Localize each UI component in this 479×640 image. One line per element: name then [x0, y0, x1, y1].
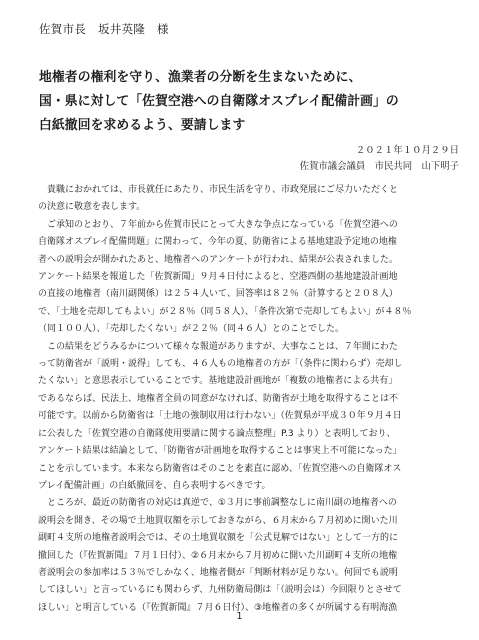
title-line: 白紙撤回を求めるよう、要請します — [39, 118, 246, 133]
text-line: （同１００人）、「売却したくない」が２２％（同４６人）とのことでした。 — [38, 324, 345, 335]
text-line: 撤回した（『佐賀新聞』７月１日付）、②６月末から７月初めに開いた川副町４支所の地権 — [38, 550, 398, 561]
text-line: 者説明会の参加率は５３％でしかなく、地権者側が「判断材料が足りない。何回でも説明 — [38, 567, 398, 578]
text-line: 副町４支所の地権者説明会では、その土地買収額を「公式見解ではない」として一方的に — [38, 533, 399, 544]
paragraph-survey-results — [38, 217, 462, 339]
text-line: アンケート結果を報道した「佐賀新聞」９月４日付によると、空港西側の基地建設計画地 — [38, 272, 398, 283]
title-line: 国・県に対して「佐賀空港への自衛隊オスプレイ配備計画」の — [39, 94, 399, 109]
text-line: たくない」と意思表示していることです。基地建設計画地が「複数の地権者による共有」 — [38, 376, 398, 387]
text-line: 可能です。以前から防衛省は「土地の強制収用は行わない」（佐賀県が平成３０年９月４日 — [38, 411, 402, 422]
request-title — [39, 66, 459, 138]
text-line: の直接の地権者（南川副関係）は２５４人いて、回答率は８２％（計算すると２０８人） — [38, 289, 398, 300]
text-line: ところが、最近の防衛省の対応は真逆で、①３月に事前調整なしに南川副の地権者への — [38, 498, 397, 509]
paragraph-ministry-response — [38, 495, 462, 617]
text-line: 者への説明会が開かれたあと、地権者へのアンケートが行われ、結果が公表されました。 — [38, 254, 399, 265]
letter-body — [38, 182, 462, 617]
text-line: に公表した「佐賀空港の自衛隊使用要請に関する論点整理」P.3 より）と表明しており、 — [38, 428, 396, 439]
text-line: ご承知のとおり、７年前から佐賀市民にとって大きな争点になっている「佐賀空港への — [38, 219, 398, 230]
paragraph-analysis — [38, 339, 462, 496]
text-line: ほしい」と明言している（『佐賀新聞』７月６日付）、③地権者の多くが所属する有明海漁 — [38, 602, 398, 613]
text-line: プレイ配備計画」の白紙撤回を、自ら表明するべきです。 — [38, 480, 271, 491]
title-line: 地権者の権利を守り、漁業者の分断を生まないために、 — [39, 70, 362, 85]
text-line: 貴職におかれては、市長就任にあたり、市民生活を守り、市政発展にご尽力いただくと — [38, 185, 399, 195]
text-line: 説明会を開き、その場で土地買収額を示しておきながら、６月末から７月初めに開いた川 — [38, 515, 398, 526]
text-line: この結果をどうみるかについて様々な報道がありますが、大事なことは、７年間にわた — [38, 341, 398, 352]
text-line: って防衛省が「説明・説得」しても、４６人もの地権者の方が「（条件に関わらず）売却し — [38, 359, 403, 370]
paragraph-greeting — [38, 182, 462, 217]
addressee: 佐賀市長 坂井英隆 様 — [39, 22, 169, 36]
page-number: 1 — [236, 611, 243, 622]
text-line: ことを示しています。本来なら防衛省はそのことを素直に認め、「佐賀空港への自衛隊オス — [38, 463, 402, 474]
date-and-sender — [300, 143, 459, 175]
text-line: アンケート結果は結論として、「防衛省が計画地を取得することは事実上不可能になった」 — [38, 446, 402, 457]
text-line: してほしい」と言っているにも関わらず、九州防衛局側は「（説明会は）今回限りとさせて — [38, 585, 402, 596]
sender-signature: 佐賀市議会議員 市民共同 山下明子 — [299, 161, 459, 172]
document-date: ２０２１年１０月２９日 — [355, 145, 459, 156]
text-line: 自衛隊オスプレイ配備問題」に関わって、今年の夏、防衛省による基地建設予定地の地権 — [38, 237, 397, 248]
text-line: で、「土地を売却してもよい」が２８％（同５８人）、「条件次第で売却してもよい」が４８％ — [38, 306, 412, 317]
text-line: の決意に敬意を表します。 — [38, 202, 146, 213]
text-line: であるならば、民法上、地権者全員の同意がなければ、防衛省が土地を取得することは不 — [38, 393, 399, 404]
